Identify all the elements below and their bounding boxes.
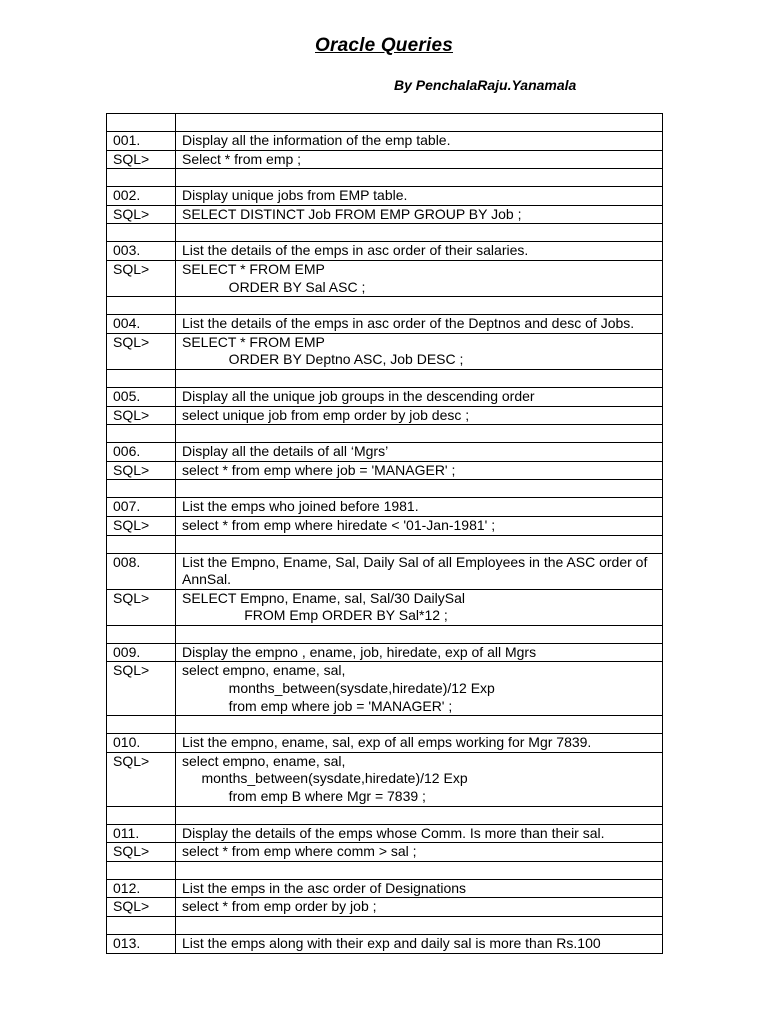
page-title: Oracle Queries: [315, 35, 453, 56]
sql-prompt: SQL>: [107, 752, 176, 806]
question-row: [107, 734, 663, 753]
question-row: [107, 824, 663, 843]
spacer-row: [107, 535, 663, 553]
sql-prompt: SQL>: [107, 205, 176, 224]
query-question: List the empno, ename, sal, exp of all emps working for Mgr 7839.: [176, 734, 663, 753]
spacer-row: [107, 480, 663, 498]
question-row: [107, 498, 663, 517]
sql-row: [107, 333, 663, 369]
query-question: List the details of the emps in asc order of their salaries.: [176, 242, 663, 261]
query-number: 001.: [107, 132, 176, 151]
sql-prompt: SQL>: [107, 662, 176, 716]
query-sql: select * from emp where comm > sal ;: [176, 843, 663, 862]
sql-row: [107, 406, 663, 425]
spacer-row: [107, 861, 663, 879]
query-sql: select empno, ename, sal, months_between(sysdate,hiredate)/12 Exp from emp where job = 'MANAGER' ;: [176, 662, 663, 716]
spacer-row: [107, 625, 663, 643]
query-sql: select * from emp where job = 'MANAGER' ;: [176, 461, 663, 480]
question-row: [107, 443, 663, 462]
sql-prompt: SQL>: [107, 333, 176, 369]
question-row: [107, 187, 663, 206]
spacer-row: [107, 425, 663, 443]
query-sql: SELECT DISTINCT Job FROM EMP GROUP BY Job ;: [176, 205, 663, 224]
query-question: List the Empno, Ename, Sal, Daily Sal of all Employees in the ASC order of AnnSal.: [176, 553, 663, 589]
spacer-row: [107, 806, 663, 824]
sql-prompt: SQL>: [107, 589, 176, 625]
sql-row: [107, 461, 663, 480]
query-question: Display the details of the emps whose Comm. Is more than their sal.: [176, 824, 663, 843]
query-sql: SELECT * FROM EMP ORDER BY Sal ASC ;: [176, 260, 663, 296]
query-question: List the emps along with their exp and daily sal is more than Rs.100: [176, 935, 663, 954]
question-row: [107, 879, 663, 898]
query-number: 013.: [107, 935, 176, 954]
sql-row: [107, 260, 663, 296]
query-sql: Select * from emp ;: [176, 150, 663, 169]
query-number: 003.: [107, 242, 176, 261]
query-sql: SELECT * FROM EMP ORDER BY Deptno ASC, Job DESC ;: [176, 333, 663, 369]
sql-row: [107, 516, 663, 535]
query-sql: select empno, ename, sal, months_between(sysdate,hiredate)/12 Exp from emp B where Mgr = 7839 ;: [176, 752, 663, 806]
spacer-row: [107, 169, 663, 187]
spacer-row: [107, 369, 663, 387]
sql-row: [107, 898, 663, 917]
sql-row: [107, 205, 663, 224]
sql-row: [107, 150, 663, 169]
spacer-row: [107, 716, 663, 734]
query-question: List the details of the emps in asc order of the Deptnos and desc of Jobs.: [176, 315, 663, 334]
query-number: 002.: [107, 187, 176, 206]
spacer-row: [107, 917, 663, 935]
query-number: 004.: [107, 315, 176, 334]
query-sql: select unique job from emp order by job desc ;: [176, 406, 663, 425]
sql-prompt: SQL>: [107, 406, 176, 425]
question-row: [107, 553, 663, 589]
sql-prompt: SQL>: [107, 260, 176, 296]
query-question: Display all the unique job groups in the descending order: [176, 387, 663, 406]
question-row: [107, 242, 663, 261]
author-line: By PenchalaRaju.Yanamala: [394, 77, 577, 93]
sql-row: [107, 662, 663, 716]
question-row: [107, 132, 663, 151]
sql-prompt: SQL>: [107, 461, 176, 480]
query-number: 012.: [107, 879, 176, 898]
query-number: 008.: [107, 553, 176, 589]
query-question: List the emps in the asc order of Designations: [176, 879, 663, 898]
query-number: 006.: [107, 443, 176, 462]
sql-prompt: SQL>: [107, 516, 176, 535]
sql-prompt: SQL>: [107, 898, 176, 917]
query-number: 011.: [107, 824, 176, 843]
question-row: [107, 935, 663, 954]
query-question: Display all the details of all ‘Mgrs’: [176, 443, 663, 462]
sql-row: [107, 843, 663, 862]
question-row: [107, 643, 663, 662]
sql-prompt: SQL>: [107, 843, 176, 862]
question-row: [107, 387, 663, 406]
query-sql: select * from emp where hiredate < '01-Jan-1981' ;: [176, 516, 663, 535]
sql-row: [107, 589, 663, 625]
query-question: Display all the information of the emp table.: [176, 132, 663, 151]
queries-table-body: [107, 114, 663, 954]
sql-row: [107, 752, 663, 806]
query-question: List the emps who joined before 1981.: [176, 498, 663, 517]
queries-table: [106, 113, 663, 954]
sql-prompt: SQL>: [107, 150, 176, 169]
query-question: Display the empno , ename, job, hiredate, exp of all Mgrs: [176, 643, 663, 662]
spacer-row: [107, 297, 663, 315]
query-sql: SELECT Empno, Ename, sal, Sal/30 DailySal FROM Emp ORDER BY Sal*12 ;: [176, 589, 663, 625]
query-number: 009.: [107, 643, 176, 662]
question-row: [107, 315, 663, 334]
query-number: 005.: [107, 387, 176, 406]
spacer-row: [107, 224, 663, 242]
query-number: 007.: [107, 498, 176, 517]
query-question: Display unique jobs from EMP table.: [176, 187, 663, 206]
query-sql: select * from emp order by job ;: [176, 898, 663, 917]
spacer-row: [107, 114, 663, 132]
query-number: 010.: [107, 734, 176, 753]
